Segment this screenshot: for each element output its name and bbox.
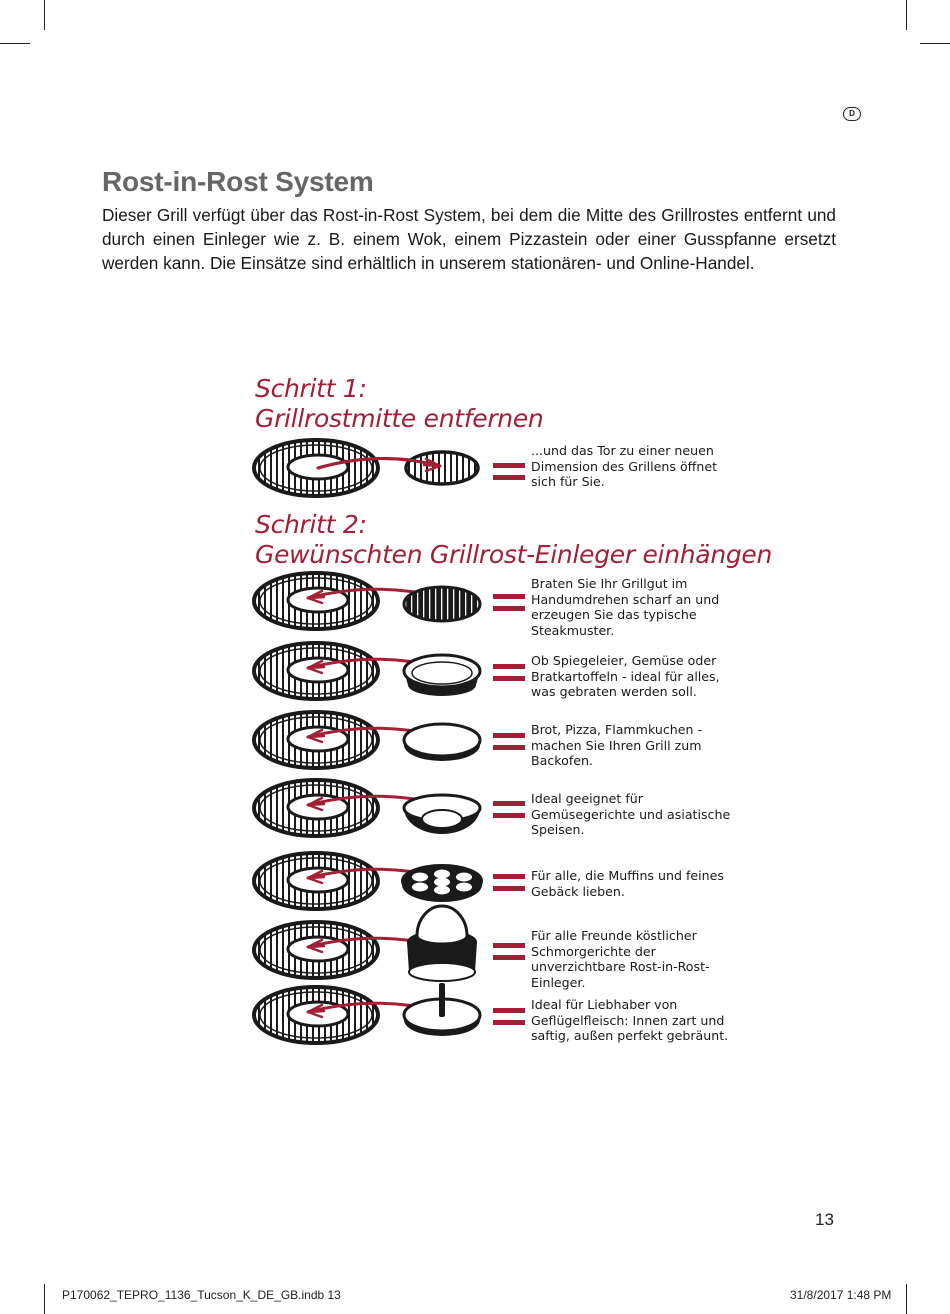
- equals-icon: [493, 594, 525, 611]
- poultry-roaster-insert-icon: [404, 983, 480, 1036]
- insert-description-wok: Ideal geeignet für Gemüsegerichte und asiatische Speisen.: [531, 791, 731, 837]
- insert-description-poultry-roaster: Ideal für Liebhaber von Geflügelfleisch: Innen zart und saftig, außen perfekt gebräunt.: [531, 997, 729, 1043]
- page-number: 13: [815, 1210, 834, 1229]
- equals-icon: [493, 801, 525, 818]
- equals-icon: [493, 943, 525, 960]
- pan-insert-icon: [404, 655, 480, 696]
- insert-description-pan: Ob Spiegeleier, Gemüse oder Bratkartoffeln - ideal für alles, was gebraten werden soll.: [531, 653, 720, 699]
- insert-description-grill-plate: Braten Sie Ihr Grillgut im Handumdrehen scharf an und erzeugen Sie das typische Steakmuster.: [531, 576, 720, 638]
- insert-description-pizza-stone: Brot, Pizza, Flammkuchen - machen Sie Ihren Grill zum Backofen.: [531, 722, 703, 768]
- step1-title-line1: Schritt 1:: [255, 374, 367, 403]
- wok-insert-icon: [404, 795, 480, 834]
- grill-center-removed-icon: [406, 452, 478, 484]
- footer-file-info: P170062_TEPRO_1136_Tucson_K_DE_GB.indb 13: [62, 1288, 341, 1302]
- equals-icon: [493, 874, 525, 891]
- equals-icon: [493, 733, 525, 750]
- equals-icon: [493, 1008, 525, 1025]
- grill-plate-insert-icon: [404, 587, 480, 621]
- step1-description: ...und das Tor zu einer neuen Dimension des Grillens öffnet sich für Sie.: [531, 443, 718, 489]
- step2-title-line2: Gewünschten Grillrost-Einleger einhängen: [255, 540, 773, 569]
- step2-title-line1: Schritt 2:: [255, 510, 367, 539]
- equals-icon: [493, 463, 525, 480]
- language-badge: D: [843, 107, 861, 121]
- page-title: Rost-in-Rost System: [102, 166, 374, 197]
- grill-grate-icon: [254, 440, 378, 496]
- footer-date: 31/8/2017 1:48 PM: [790, 1288, 892, 1302]
- equals-icon: [493, 664, 525, 681]
- insert-description-muffin-tray: Für alle, die Muffins und feines Gebäck lieben.: [531, 868, 724, 899]
- intro-paragraph: Dieser Grill verfügt über das Rost-in-Rost System, bei dem die Mitte des Grillrostes entfernt und durch einen Einleger wie z. B. einem Wok, einem Pizzastein oder einer Gusspfanne ersetzt werden kann. Die Einsätze sind erhältlich in unserem stationären- und Online-Handel.: [102, 205, 836, 273]
- step1-title-line2: Grillrostmitte entfernen: [255, 404, 544, 433]
- muffin-tray-insert-icon: [402, 865, 482, 902]
- dutch-oven-insert-icon: [407, 906, 477, 981]
- pizza-stone-insert-icon: [404, 724, 480, 761]
- insert-description-dutch-oven: Für alle Freunde köstlicher Schmorgerichte der unverzichtbare Rost-in-Rost-Einleger.: [531, 928, 710, 990]
